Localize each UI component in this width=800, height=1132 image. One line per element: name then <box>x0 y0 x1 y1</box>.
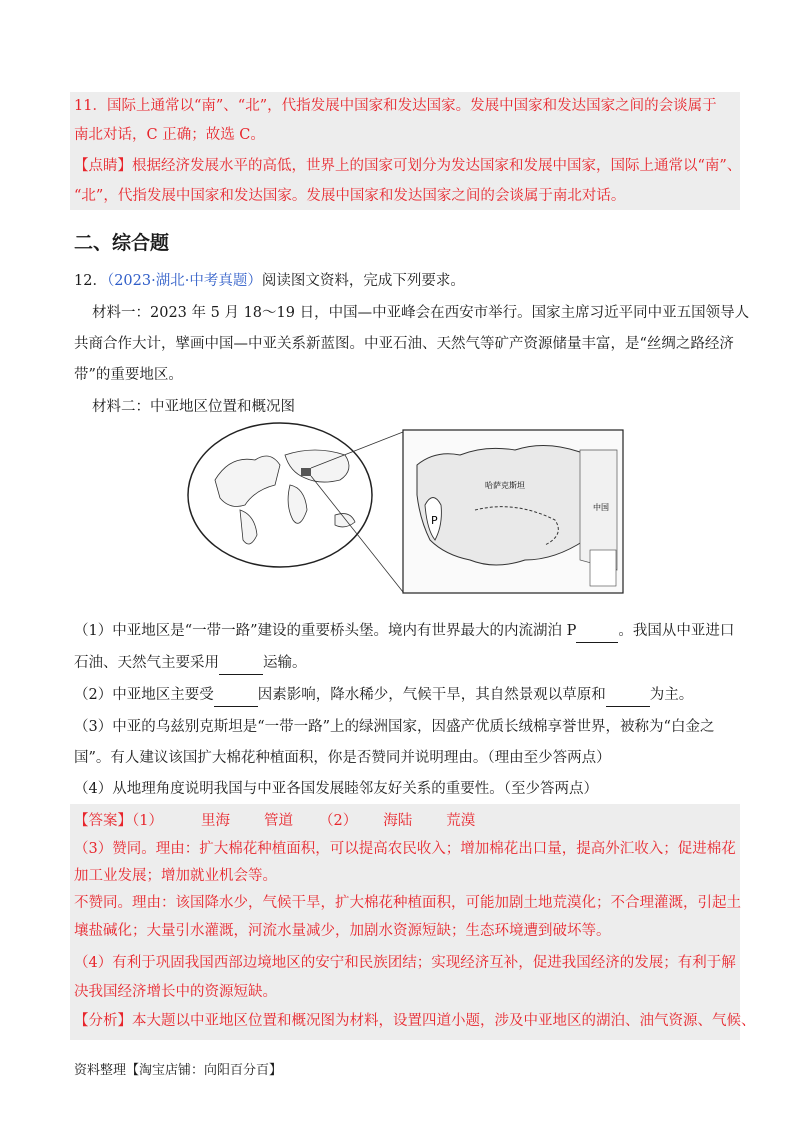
q2-text-b: 因素影响，降水稀少，气候干旱，其自然景观以草原和 <box>257 687 606 703</box>
analysis-text: 本大题以中亚地区位置和概况图为材料，设置四道小题，涉及中亚地区的湖泊、油气资源、气候、 <box>132 1013 756 1029</box>
tip-text: 根据经济发展水平的高低，世界上的国家可划分为发达国家和发展中国家，国际上通常以“南”、 <box>132 158 742 174</box>
analysis-line <box>74 1010 756 1032</box>
q12-sub4: （4）从地理角度说明我国与中亚各国发展睦邻友好关系的重要性。（至少答两点） <box>74 781 598 797</box>
q2-text-a: （2）中亚地区主要受 <box>74 687 214 703</box>
material1-line1: 材料一：2023 年 5 月 18～19 日，中国—中亚峰会在西安市举行。国家主席习近平同中亚五国领导人 <box>92 305 750 321</box>
q2-text-c: 为主。 <box>649 687 694 703</box>
central-asia-highlight <box>301 468 311 476</box>
q1-text-c: 石油、天然气主要采用 <box>74 655 219 671</box>
q2-blank-landscape[interactable] <box>606 684 650 707</box>
answer-q3-agree-line1: （3）赞同。理由：扩大棉花种植面积，可以提高农民收入；增加棉花出口量，提高外汇收入；促进棉花 <box>74 841 736 857</box>
material1-line2: 共商合作大计，擘画中国—中亚关系新蓝图。中亚石油、天然气等矿产资源储量丰富，是“丝绸之路经济 <box>74 336 734 352</box>
answer-landscape: 荒漠 <box>446 813 476 829</box>
answer-lake: 里海 <box>200 813 230 829</box>
answer-q4-line2: 决我国经济增长中的资源短缺。 <box>74 984 277 1000</box>
analysis-tag: 【分析】 <box>74 1013 132 1029</box>
q12-instruction: 阅读图文资料，完成下列要求。 <box>261 273 465 289</box>
q12-source-link[interactable]: （2023·湖北·中考真题） <box>106 273 262 289</box>
q12-number: 12． <box>74 273 107 289</box>
q12-sub1-line2 <box>74 652 736 675</box>
map-legend-box <box>590 550 616 586</box>
q1-text-d: 运输。 <box>263 655 307 671</box>
q2-blank-factor[interactable] <box>214 684 258 707</box>
q12-sub2 <box>74 684 736 707</box>
q12-stem <box>74 270 736 292</box>
section-title: 二、综合题 <box>74 232 170 254</box>
q11-tip-line1 <box>74 155 742 177</box>
answer-q3-agree-line2: 加工业发展；增加就业机会等。 <box>74 868 277 884</box>
q12-sub3-line1: （3）中亚的乌兹别克斯坦是“一带一路”上的绿洲国家，因盛产优质长绒棉享誉世界，被称为“白金之 <box>74 719 715 735</box>
q1-text-a: （1）中亚地区是“一带一路”建设的重要桥头堡。境内有世界最大的内流湖泊 P <box>74 623 577 639</box>
answer-part2-label: （2） <box>318 813 358 829</box>
map-label-p: P <box>431 514 438 527</box>
material1-line3: 带”的重要地区。 <box>74 367 183 383</box>
answer-factor: 海陆 <box>383 813 413 829</box>
q11-tip-line2: “北”，代指发展中国家和发达国家。发展中国家和发达国家之间的会谈属于南北对话。 <box>74 188 626 204</box>
answer-q3-disagree-line2: 壤盐碱化；大量引水灌溉，河流水量减少，加剧水资源短缺；生态环境遭到破坏等。 <box>74 923 611 939</box>
page-footer: 资料整理【淘宝店铺：向阳百分百】 <box>74 1063 283 1078</box>
answer-q4-line1: （4）有利于巩固我国西部边境地区的安宁和民族团结；实现经济互补，促进我国经济的发展；有利于解 <box>74 955 736 971</box>
q11-line2: 南北对话，C 正确；故选 C。 <box>74 127 265 143</box>
central-asia-map <box>185 410 625 600</box>
answer-part1-label: （1） <box>132 813 163 829</box>
q1-text-b: 。我国从中亚进口 <box>618 623 735 639</box>
material2-caption: 材料二：中亚地区位置和概况图 <box>92 399 295 415</box>
q1-blank-transport[interactable] <box>219 652 263 675</box>
answer-line1 <box>74 810 736 832</box>
answer-tag: 【答案】 <box>74 813 132 829</box>
q12-sub1-line1 <box>74 620 736 643</box>
answer-transport: 管道 <box>263 813 293 829</box>
q12-sub3-line2: 国”。有人建议该国扩大棉花种植面积，你是否赞同并说明理由。（理由至少答两点） <box>74 750 611 766</box>
q11-line1: 11．国际上通常以“南”、“北”，代指发展中国家和发达国家。发展中国家和发达国家之间的会谈属于 <box>74 98 717 114</box>
q1-blank-lake[interactable] <box>576 620 618 643</box>
world-map-outline <box>188 423 372 567</box>
map-label-china: 中国 <box>593 503 609 512</box>
tip-tag: 【点睛】 <box>74 158 132 174</box>
answer-q3-disagree-line1: 不赞同。理由：该国降水少，气候干旱，扩大棉花种植面积，可能加剧土地荒漠化；不合理灌溉，引起土 <box>74 895 741 911</box>
map-label-kazakhstan: 哈萨克斯坦 <box>485 481 525 490</box>
